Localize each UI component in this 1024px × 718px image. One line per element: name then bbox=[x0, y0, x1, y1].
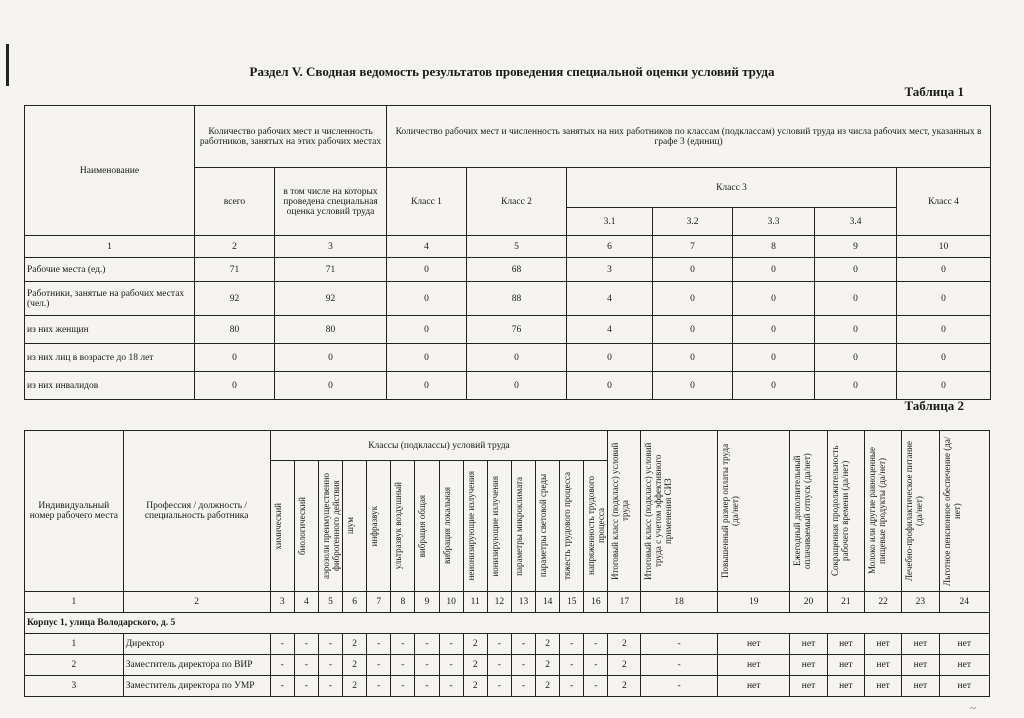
cell: 71 bbox=[195, 258, 275, 282]
cell: нет bbox=[718, 676, 790, 697]
header-classes: Классы (подклассы) условий труда bbox=[270, 431, 608, 461]
cell: 0 bbox=[653, 316, 733, 344]
column-number: 10 bbox=[897, 236, 991, 258]
table-row bbox=[25, 282, 991, 316]
cell: - bbox=[367, 634, 391, 655]
table-row bbox=[25, 344, 991, 372]
cell: 0 bbox=[653, 372, 733, 400]
cell: - bbox=[439, 676, 463, 697]
header-qty: Количество рабочих мест и численность работников, занятых на этих рабочих местах bbox=[195, 106, 387, 168]
cell: 88 bbox=[467, 282, 567, 316]
header-total: всего bbox=[195, 168, 275, 236]
cell: 2 bbox=[536, 655, 560, 676]
header-final-class-siz: Итоговый класс (подкласс) условий труда с учетом эффективного применения СИЗ bbox=[643, 442, 674, 580]
factor-header: инфразвук bbox=[369, 505, 380, 547]
cell: 0 bbox=[195, 344, 275, 372]
table1-caption: Таблица 1 bbox=[904, 84, 964, 99]
handwritten-mark: ~ bbox=[969, 701, 976, 715]
cell: 2 bbox=[343, 655, 367, 676]
cell: 2 bbox=[536, 676, 560, 697]
header-class3: Класс 3 bbox=[567, 168, 897, 208]
cell: - bbox=[318, 634, 342, 655]
page-title: Раздел V. Сводная ведомость результатов проведения специальной оценки условий труда bbox=[249, 64, 775, 79]
header-milk: Молоко или другие равноценные пищевые продукты (да/нет) bbox=[866, 447, 887, 575]
column-number: 6 bbox=[567, 236, 653, 258]
cell: нет bbox=[827, 676, 864, 697]
column-number: 20 bbox=[790, 592, 827, 613]
column-number: 16 bbox=[584, 592, 608, 613]
cell: - bbox=[391, 655, 415, 676]
column-number: 2 bbox=[195, 236, 275, 258]
cell: нет bbox=[718, 634, 790, 655]
cell: 2 bbox=[463, 676, 487, 697]
profession-cell: Заместитель директора по УМР bbox=[123, 676, 270, 697]
cell: 0 bbox=[897, 344, 991, 372]
summary-table bbox=[24, 105, 991, 400]
column-number: 7 bbox=[367, 592, 391, 613]
cell: - bbox=[318, 655, 342, 676]
factor-header: аэрозоли преимущественно фиброгенного действия bbox=[320, 472, 341, 580]
cell: - bbox=[487, 634, 511, 655]
cell: нет bbox=[827, 655, 864, 676]
cell: 76 bbox=[467, 316, 567, 344]
header-pension: Льготное пенсионное обеспечение (да/нет) bbox=[941, 436, 962, 586]
factor-header: биологический bbox=[296, 496, 307, 556]
factor-header: вибрация локальная bbox=[441, 487, 452, 565]
column-number: 21 bbox=[827, 592, 864, 613]
cell: 0 bbox=[653, 258, 733, 282]
cell: - bbox=[294, 655, 318, 676]
header-sub: 3.3 bbox=[733, 208, 815, 236]
cell: 0 bbox=[275, 344, 387, 372]
header-food: Лечебно-профилактическое питание (да/нет) bbox=[904, 441, 925, 581]
section-row bbox=[25, 613, 990, 634]
header-sub: 3.4 bbox=[815, 208, 897, 236]
cell: нет bbox=[939, 634, 989, 655]
cell: 0 bbox=[815, 258, 897, 282]
cell: - bbox=[487, 676, 511, 697]
cell: 0 bbox=[897, 258, 991, 282]
factor-header: вибрация общая bbox=[417, 494, 428, 558]
column-number: 4 bbox=[387, 236, 467, 258]
cell: - bbox=[318, 676, 342, 697]
cell: - bbox=[641, 634, 718, 655]
cell: 2 bbox=[608, 655, 641, 676]
profession-cell: Заместитель директора по ВИР bbox=[123, 655, 270, 676]
cell: - bbox=[439, 634, 463, 655]
cell: 68 bbox=[467, 258, 567, 282]
factor-header: тяжесть трудового процесса bbox=[562, 472, 573, 580]
cell: - bbox=[584, 655, 608, 676]
cell: нет bbox=[827, 634, 864, 655]
cell: - bbox=[560, 676, 584, 697]
table-row bbox=[25, 258, 991, 282]
header-profession: Профессия / должность / специальность работника bbox=[123, 431, 270, 592]
column-number: 3 bbox=[275, 236, 387, 258]
cell: - bbox=[560, 634, 584, 655]
column-numbers-row bbox=[25, 592, 990, 613]
cell: - bbox=[415, 634, 439, 655]
column-number: 17 bbox=[608, 592, 641, 613]
header-class2: Класс 2 bbox=[467, 168, 567, 236]
row-label: Работники, занятые на рабочих местах (чел.) bbox=[25, 282, 195, 316]
cell: 3 bbox=[567, 258, 653, 282]
cell: нет bbox=[939, 655, 989, 676]
cell: 0 bbox=[275, 372, 387, 400]
cell: - bbox=[294, 676, 318, 697]
column-numbers-row bbox=[25, 236, 991, 258]
cell: - bbox=[415, 655, 439, 676]
cell: 71 bbox=[275, 258, 387, 282]
cell: - bbox=[511, 634, 535, 655]
table-row bbox=[25, 676, 990, 697]
column-number: 3 bbox=[270, 592, 294, 613]
cell: - bbox=[641, 655, 718, 676]
cell: 2 bbox=[343, 676, 367, 697]
column-number: 22 bbox=[864, 592, 901, 613]
factor-header: параметры микроклимата bbox=[513, 476, 524, 576]
cell: 0 bbox=[815, 344, 897, 372]
column-number: 9 bbox=[815, 236, 897, 258]
cell: 0 bbox=[815, 316, 897, 344]
column-number: 8 bbox=[391, 592, 415, 613]
column-number: 24 bbox=[939, 592, 989, 613]
header-incl: в том числе на которых проведена специальная оценка условий труда bbox=[275, 168, 387, 236]
column-number: 2 bbox=[123, 592, 270, 613]
row-label: из них женщин bbox=[25, 316, 195, 344]
cell: 0 bbox=[467, 344, 567, 372]
factor-header: ионизирующие излучения bbox=[489, 475, 500, 577]
column-number: 12 bbox=[487, 592, 511, 613]
header-name: Наименование bbox=[25, 106, 195, 236]
cell: 0 bbox=[387, 282, 467, 316]
workplace-number: 1 bbox=[25, 634, 124, 655]
cell: 0 bbox=[653, 344, 733, 372]
cell: 0 bbox=[897, 372, 991, 400]
header-short-time: Сокращенная продолжительность рабочего времени (да/нет) bbox=[829, 445, 850, 577]
row-label: Рабочие места (ед.) bbox=[25, 258, 195, 282]
header-leave: Ежегодный дополнительный оплачиваемый отпуск (да/нет) bbox=[792, 453, 813, 569]
table2-caption: Таблица 2 bbox=[904, 398, 964, 413]
cell: 0 bbox=[733, 258, 815, 282]
cell: 0 bbox=[387, 372, 467, 400]
cell: 0 bbox=[815, 372, 897, 400]
factor-header: параметры световой среды bbox=[538, 474, 548, 578]
header-class-group: Количество рабочих мест и численность занятых на них работников по классам (подклассам) условий труда из числа рабочих мест, указанных в графе 3 (единиц) bbox=[387, 106, 991, 168]
header-workplace-number: Индивидуальный номер рабочего места bbox=[25, 431, 124, 592]
column-number: 4 bbox=[294, 592, 318, 613]
cell: 2 bbox=[463, 655, 487, 676]
cell: 0 bbox=[387, 258, 467, 282]
workplace-table bbox=[24, 430, 990, 697]
cell: - bbox=[511, 676, 535, 697]
cell: 0 bbox=[733, 344, 815, 372]
cell: 4 bbox=[567, 282, 653, 316]
cell: 80 bbox=[275, 316, 387, 344]
cell: нет bbox=[939, 676, 989, 697]
cell: 0 bbox=[733, 316, 815, 344]
factor-header: ультразвук воздушный bbox=[393, 482, 404, 570]
cell: - bbox=[294, 634, 318, 655]
column-number: 9 bbox=[415, 592, 439, 613]
column-number: 1 bbox=[25, 236, 195, 258]
cell: нет bbox=[864, 634, 901, 655]
factor-header: неионизирующие излучения bbox=[465, 471, 476, 581]
header-sub: 3.2 bbox=[653, 208, 733, 236]
cell: нет bbox=[902, 676, 939, 697]
profession-cell: Директор bbox=[123, 634, 270, 655]
cell: - bbox=[560, 655, 584, 676]
cell: нет bbox=[790, 676, 827, 697]
cell: 0 bbox=[733, 372, 815, 400]
cell: 2 bbox=[343, 634, 367, 655]
column-number: 14 bbox=[536, 592, 560, 613]
cell: 0 bbox=[815, 282, 897, 316]
cell: нет bbox=[718, 655, 790, 676]
header-sub: 3.1 bbox=[567, 208, 653, 236]
header-pay: Повышенный размер оплаты труда (да/нет) bbox=[720, 443, 741, 579]
cell: - bbox=[415, 676, 439, 697]
row-label: из них инвалидов bbox=[25, 372, 195, 400]
cell: 92 bbox=[275, 282, 387, 316]
cell: - bbox=[641, 676, 718, 697]
cell: - bbox=[584, 676, 608, 697]
cell: 0 bbox=[387, 344, 467, 372]
cell: нет bbox=[790, 655, 827, 676]
cell: 2 bbox=[608, 676, 641, 697]
cell: 4 bbox=[567, 316, 653, 344]
column-number: 13 bbox=[511, 592, 535, 613]
cell: 0 bbox=[897, 282, 991, 316]
column-number: 7 bbox=[653, 236, 733, 258]
column-number: 18 bbox=[641, 592, 718, 613]
column-number: 5 bbox=[467, 236, 567, 258]
factor-header: химический bbox=[272, 502, 283, 550]
cell: нет bbox=[864, 655, 901, 676]
cell: 0 bbox=[567, 372, 653, 400]
table-row bbox=[25, 372, 991, 400]
cell: 0 bbox=[195, 372, 275, 400]
table-row bbox=[25, 316, 991, 344]
cell: - bbox=[367, 655, 391, 676]
cell: нет bbox=[864, 676, 901, 697]
cell: нет bbox=[902, 655, 939, 676]
column-number: 1 bbox=[25, 592, 124, 613]
cell: 2 bbox=[608, 634, 641, 655]
column-number: 10 bbox=[439, 592, 463, 613]
cell: - bbox=[487, 655, 511, 676]
cell: - bbox=[367, 676, 391, 697]
factor-header: напряженность трудового процесса bbox=[586, 476, 607, 576]
cell: - bbox=[511, 655, 535, 676]
workplace-number: 3 bbox=[25, 676, 124, 697]
cell: нет bbox=[902, 634, 939, 655]
cell: 0 bbox=[567, 344, 653, 372]
header-final-class: Итоговый класс (подкласс) условий труда bbox=[610, 442, 631, 580]
cell: нет bbox=[790, 634, 827, 655]
cell: 0 bbox=[897, 316, 991, 344]
column-number: 23 bbox=[902, 592, 939, 613]
cell: 0 bbox=[653, 282, 733, 316]
header-class1: Класс 1 bbox=[387, 168, 467, 236]
column-number: 5 bbox=[318, 592, 342, 613]
factor-header: шум bbox=[345, 517, 355, 535]
header-class4: Класс 4 bbox=[897, 168, 991, 236]
column-number: 11 bbox=[463, 592, 487, 613]
cell: 2 bbox=[463, 634, 487, 655]
cell: 0 bbox=[387, 316, 467, 344]
column-number: 19 bbox=[718, 592, 790, 613]
table-row bbox=[25, 634, 990, 655]
row-label: из них лиц в возрасте до 18 лет bbox=[25, 344, 195, 372]
cell: 92 bbox=[195, 282, 275, 316]
column-number: 6 bbox=[343, 592, 367, 613]
cell: 80 bbox=[195, 316, 275, 344]
section-heading: Корпус 1, улица Володарского, д. 5 bbox=[25, 613, 990, 634]
cell: - bbox=[391, 676, 415, 697]
cell: - bbox=[270, 655, 294, 676]
table-row bbox=[25, 655, 990, 676]
column-number: 15 bbox=[560, 592, 584, 613]
cell: - bbox=[584, 634, 608, 655]
cell: 0 bbox=[733, 282, 815, 316]
cell: 0 bbox=[467, 372, 567, 400]
cell: - bbox=[270, 676, 294, 697]
cell: - bbox=[439, 655, 463, 676]
cell: - bbox=[270, 634, 294, 655]
cell: 2 bbox=[536, 634, 560, 655]
workplace-number: 2 bbox=[25, 655, 124, 676]
cell: - bbox=[391, 634, 415, 655]
column-number: 8 bbox=[733, 236, 815, 258]
